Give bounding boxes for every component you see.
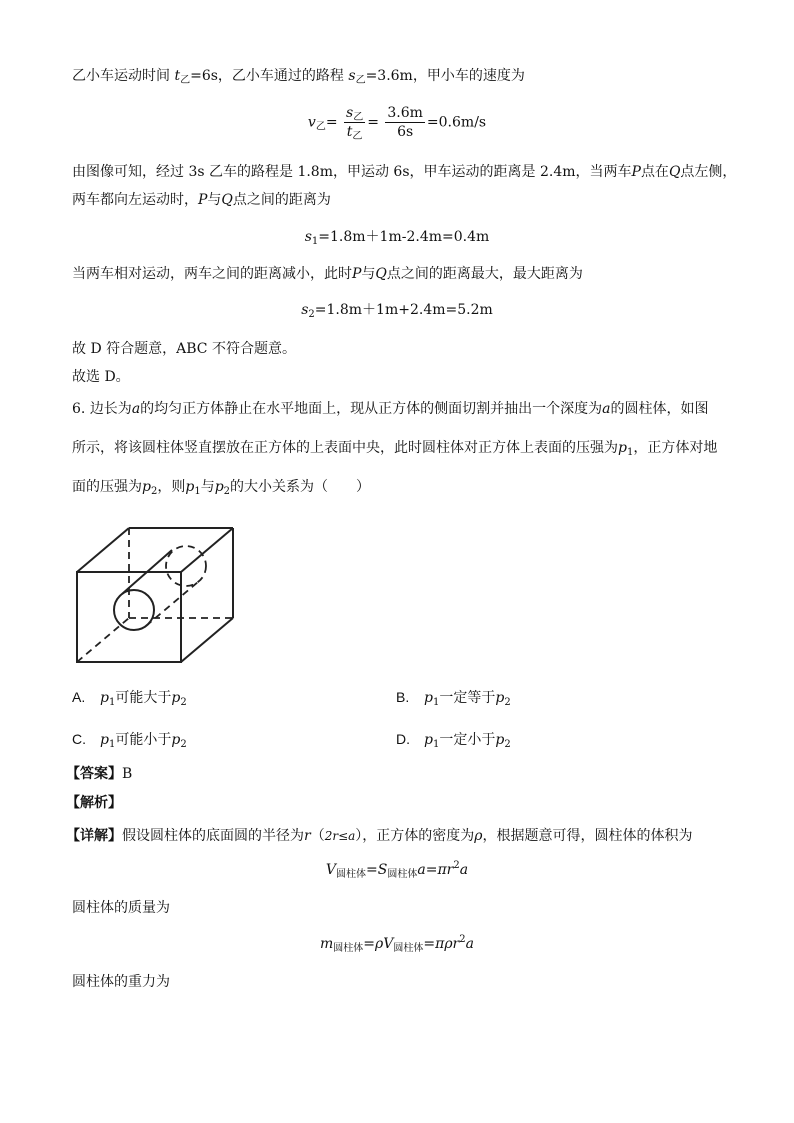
text: 点之间的距离最大，最大距离为 [386,266,583,282]
volume-var: V [325,862,337,878]
text: 点左侧， [680,164,737,180]
pressure-var: p [495,732,505,748]
option-text: 一定小于 [439,732,496,748]
cube-edge-top-right [181,528,233,572]
subscript: 圆柱体 [333,943,364,954]
answer-value: B [122,766,133,782]
pressure-var: p [100,732,109,748]
option-d[interactable] [396,729,511,750]
text: 当两车相对运动，两车之间的距离减小，此时 [72,266,352,282]
subscript: 乙 [315,121,326,133]
equals-sign: = [367,114,379,131]
text: =3.6m，甲小车的速度为 [365,68,525,84]
point-p: P [198,192,208,208]
subscript: 乙 [353,112,364,123]
text: （ [310,828,325,844]
text: 两车都向左运动时， [72,192,198,208]
variable-a: a [417,862,426,878]
option-b[interactable] [396,687,511,708]
text: 由图像可知，经过 3s 乙车的路程是 1.8m，甲运动 6s，甲车运动的距离是 2.4m，当两车 [72,164,632,180]
graph-analysis-line-1 [72,162,736,182]
variable-a: a [602,401,611,417]
gravity-label: 圆柱体的重力为 [72,974,170,990]
pressure-var: p [185,479,195,495]
text: 的均匀正方体静止在水平地面上，现从正方体的侧面切割并抽出一个深度为 [140,401,603,417]
option-text: 可能大于 [115,690,172,706]
text: 的圆柱体，如图 [610,401,709,417]
option-text: 可能小于 [115,732,172,748]
subscript: 圆柱体 [336,869,367,880]
fraction-values [385,104,425,141]
text: 假设圆柱体的底面圆的半径为 [122,828,304,844]
text: 点在 [640,164,669,180]
detail-tag: 【详解】 [66,828,122,844]
text: 与 [200,479,215,495]
volume-var: V [383,936,394,952]
pressure-var: p [214,479,224,495]
option-label: B. [396,689,410,705]
cylinder-back-circle [166,546,206,586]
subscript: 2 [180,697,187,708]
cube-edge-top-left [77,528,129,572]
superscript: 2 [453,860,460,871]
numerator-var: s [346,105,354,121]
text: ，正方体对地 [633,440,718,456]
equals-sign: = [325,114,338,131]
fraction-s-over-t [344,104,365,141]
subscript: 2 [308,309,315,320]
variable: s [301,302,309,318]
question-6-line-1 [72,399,709,419]
distance-variable: s [348,68,356,84]
volume-equation [0,860,794,880]
subscript: 圆柱体 [393,943,424,954]
text: =6s，乙小车通过的路程 [190,68,344,84]
subscript: 2 [504,739,511,750]
option-a[interactable] [72,687,187,708]
question-6-line-2 [72,438,717,458]
expression: =1.8m＋1m+2.4m=5.2m [314,302,493,318]
point-q: Q [375,266,387,282]
variable: s [304,229,312,245]
text: 所示，将该圆柱体竖直摆放在正方体的上表面中央，此时圆柱体对正方体上表面的压强为 [72,440,618,456]
radius-condition: 2r≤a [324,829,356,843]
area-var: S [377,862,388,878]
expression: =1.8m＋1m-2.4m=0.4m [318,229,490,245]
answer-line [66,764,132,784]
subscript: 乙 [352,131,363,142]
cube-cylinder-figure [72,520,242,670]
subscript: 2 [504,697,511,708]
radius-var: r [304,828,311,844]
mass-var: m [320,936,334,952]
expression: =πρr [423,936,460,952]
subscript: 圆柱体 [387,869,418,880]
superscript: 2 [459,934,466,945]
option-text: 一定等于 [439,690,496,706]
pressure-var: p [424,732,433,748]
equation-s1 [0,227,794,247]
yi-car-time-line [72,66,525,86]
pressure-var: p [171,690,181,706]
conclusion-line: 故 D 符合题意，ABC 不符合题意。 [72,341,296,357]
detail-line [66,826,693,846]
subscript: 2 [150,486,158,497]
numerator-value: 3.6m [387,105,423,121]
point-p: P [631,164,641,180]
pressure-var: p [424,690,433,706]
expression: =ρ [363,936,384,952]
velocity-variable: v [307,114,316,131]
density-var: ρ [474,828,483,844]
text: 与 [361,266,376,282]
text: 边长为 [89,401,132,417]
answer-tag: 【答案】 [66,766,122,782]
cube-edge-bottom-right [181,618,233,662]
pressure-var: p [618,440,627,456]
subscript: 乙 [355,75,366,86]
text: 与 [207,192,222,208]
pressure-var: p [142,479,151,495]
variable-a: a [131,401,141,417]
denominator-var: t [346,124,353,140]
text: 的大小关系为（ ） [230,479,371,495]
expression: =πr [425,862,454,878]
subscript: 2 [223,486,231,497]
option-label: D. [396,731,410,747]
question-number: 6. [72,401,86,417]
subscript: 1 [432,697,440,708]
relative-motion-line [72,264,583,284]
choose-line: 故选 D。 [72,369,130,385]
variable-a: a [459,862,469,878]
text: ），正方体的密度为 [355,828,475,844]
subscript: 乙 [180,75,191,86]
text: ，则 [157,479,186,495]
equals-sign: = [366,862,378,878]
text: 乙小车运动时间 [72,68,170,84]
time-variable: t [174,68,181,84]
subscript: 1 [626,447,634,458]
option-c[interactable] [72,729,187,750]
subscript: 1 [194,486,201,497]
point-q: Q [221,192,233,208]
subscript: 1 [108,739,116,750]
mass-label: 圆柱体的质量为 [72,900,170,916]
pressure-var: p [495,690,505,706]
analysis-tag [66,793,122,813]
option-label: A. [72,689,86,705]
equation-s2 [0,300,794,320]
subscript: 2 [180,739,187,750]
pressure-var: p [171,732,181,748]
text: 点之间的距离为 [232,192,331,208]
question-6-line-3 [72,477,370,497]
point-p: P [352,266,362,282]
variable-a: a [465,936,474,952]
graph-analysis-line-2 [72,190,331,210]
analysis-label: 【解析】 [66,795,122,811]
text: 面的压强为 [72,479,142,495]
denominator-value: 6s [397,124,414,140]
subscript: 1 [108,697,116,708]
text: ，根据题意可得，圆柱体的体积为 [482,828,693,844]
subscript: 1 [311,236,319,247]
point-q: Q [668,164,681,180]
option-label: C. [72,731,86,747]
subscript: 1 [432,739,440,750]
mass-equation [0,934,794,954]
speed-result: =0.6m/s [426,114,487,131]
speed-equation [0,104,794,141]
pressure-var: p [100,690,109,706]
